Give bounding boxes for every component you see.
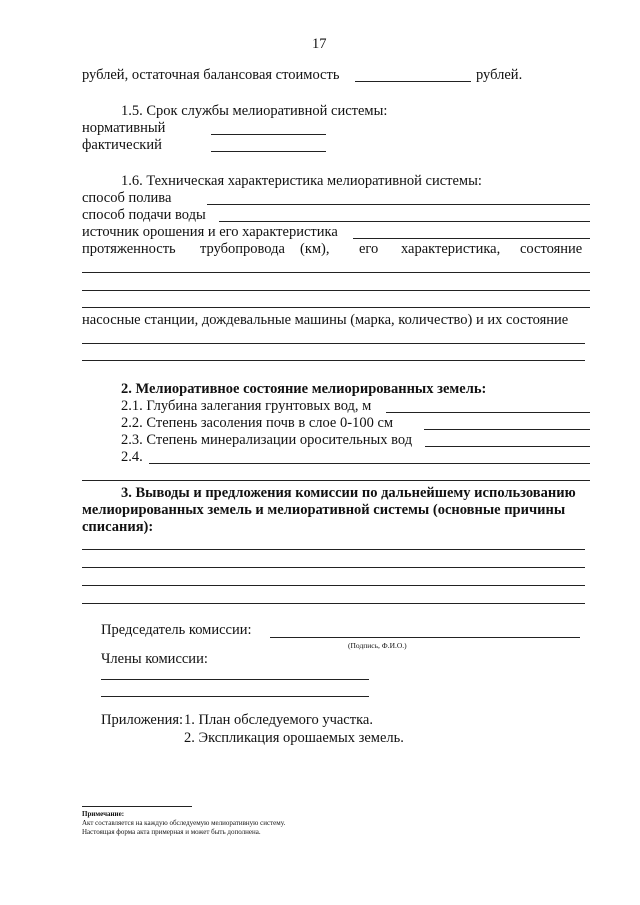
item-2-4-field[interactable]	[149, 463, 590, 464]
attachments-label: Приложения:	[101, 712, 184, 728]
salinity-field[interactable]	[424, 429, 590, 430]
conclusions-field-line-4[interactable]	[82, 603, 585, 604]
pipeline-word-1: протяженность	[82, 241, 176, 257]
chairman-signature-field[interactable]	[270, 637, 580, 638]
pipeline-field-line-2[interactable]	[82, 290, 590, 291]
signature-hint: (Подпись, Ф.И.О.)	[348, 641, 407, 650]
irrigation-source-label: источник орошения и его характеристика	[82, 224, 338, 240]
irrigation-source-field[interactable]	[353, 238, 590, 239]
pipeline-word-5: характеристика,	[401, 241, 501, 257]
irrigation-method-label: способ полива	[82, 190, 172, 206]
residual-value-label: рублей, остаточная балансовая стоимость	[82, 67, 340, 83]
groundwater-label: 2.1. Глубина залегания грунтовых вод, м	[121, 398, 372, 414]
section-2-title: 2. Мелиоративное состояние мелиорированных земель:	[121, 381, 487, 397]
footnote-line-2: Настоящая форма акта примерная и может быть дополнена.	[82, 828, 261, 836]
section-1-5-title: 1.5. Срок службы мелиоративной системы:	[121, 103, 388, 119]
mineralization-label: 2.3. Степень минерализации оросительных вод	[121, 432, 413, 448]
pumping-label: насосные станции, дождевальные машины (марка, количество) и их состояние	[82, 312, 569, 328]
pipeline-word-6: состояние	[520, 241, 583, 257]
actual-label: фактический	[82, 137, 162, 153]
page-number: 17	[312, 36, 327, 52]
normative-field[interactable]	[211, 134, 326, 135]
pipeline-word-4: его	[359, 241, 379, 257]
mineralization-field[interactable]	[425, 446, 590, 447]
footnote-title: Примечание:	[82, 810, 125, 818]
footnote-divider	[82, 806, 192, 807]
residual-value-suffix: рублей.	[476, 67, 523, 83]
member-signature-field-1[interactable]	[101, 679, 369, 680]
conclusions-field-line-2[interactable]	[82, 567, 585, 568]
pipeline-word-3: (км),	[300, 241, 330, 257]
item-2-4-label: 2.4.	[121, 449, 143, 465]
groundwater-field[interactable]	[386, 412, 590, 413]
pumping-field-line-1[interactable]	[82, 343, 585, 344]
conclusions-field-line-1[interactable]	[82, 549, 585, 550]
normative-label: нормативный	[82, 120, 166, 136]
section-3-title-line-3: списания):	[82, 519, 154, 535]
member-signature-field-2[interactable]	[101, 696, 369, 697]
salinity-label: 2.2. Степень засоления почв в слое 0-100 см	[121, 415, 394, 431]
water-supply-label: способ подачи воды	[82, 207, 206, 223]
actual-field[interactable]	[211, 151, 326, 152]
pipeline-field-line-1[interactable]	[82, 272, 590, 273]
residual-value-field[interactable]	[355, 81, 471, 82]
pipeline-field-line-3[interactable]	[82, 307, 590, 308]
section-3-title-line-1: 3. Выводы и предложения комиссии по дальнейшему использованию	[121, 485, 576, 501]
footnote-line-1: Акт составляется на каждую обследуемую мелиоративную систему.	[82, 819, 286, 827]
pumping-field-line-2[interactable]	[82, 360, 585, 361]
attachment-item-1: 1. План обследуемого участка.	[184, 712, 373, 728]
irrigation-method-field[interactable]	[207, 204, 590, 205]
conclusions-field-line-3[interactable]	[82, 585, 585, 586]
item-2-4-field-line-2[interactable]	[82, 480, 590, 481]
chairman-label: Председатель комиссии:	[101, 622, 252, 638]
section-1-6-title: 1.6. Техническая характеристика мелиоративной системы:	[121, 173, 482, 189]
pipeline-word-2: трубопровода	[200, 241, 285, 257]
attachment-item-2: 2. Экспликация орошаемых земель.	[184, 730, 404, 746]
water-supply-field[interactable]	[219, 221, 590, 222]
section-3-title-line-2: мелиорированных земель и мелиоративной системы (основные причины	[82, 502, 566, 518]
members-label: Члены комиссии:	[101, 651, 208, 667]
